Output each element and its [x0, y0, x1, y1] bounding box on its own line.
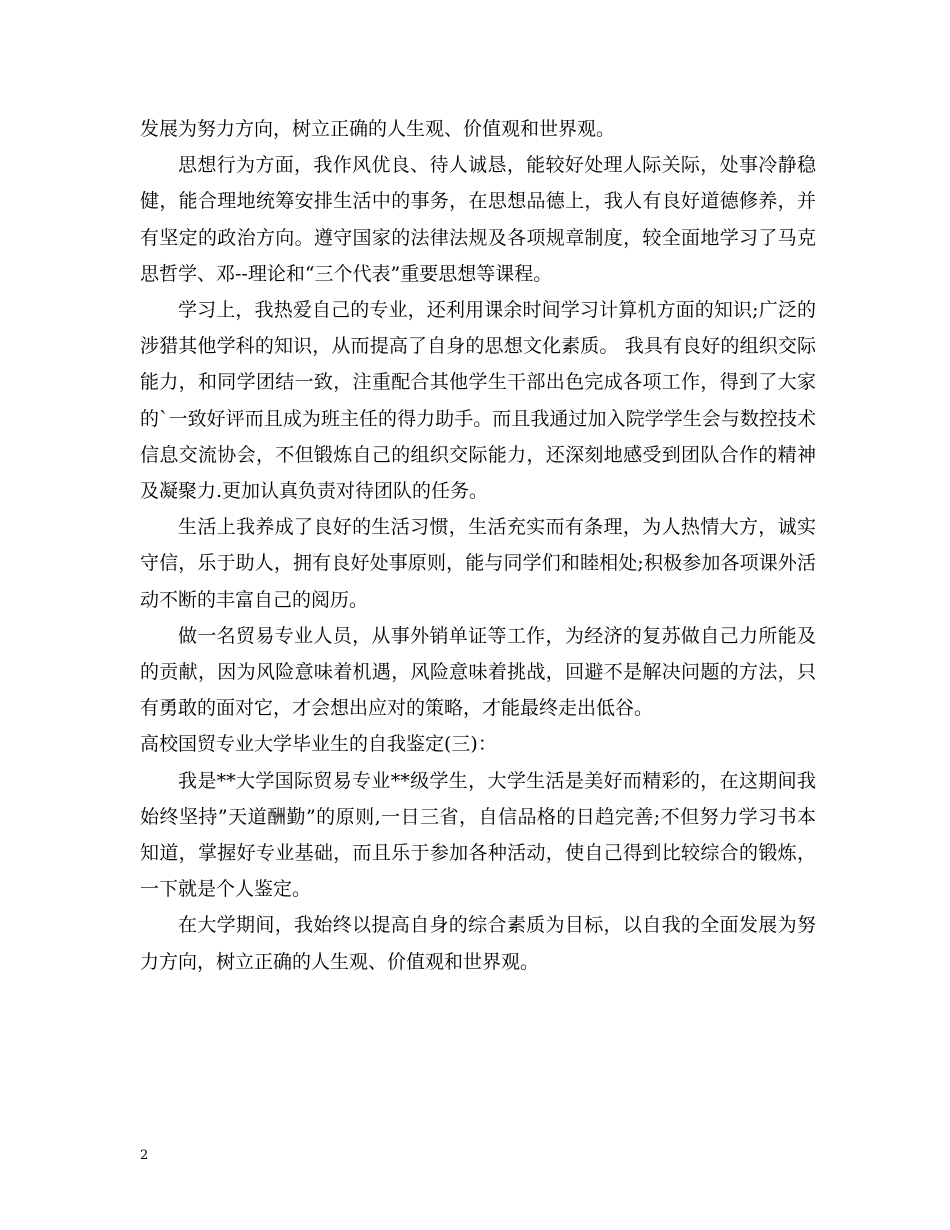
paragraph: 生活上我养成了良好的生活习惯，生活充实而有条理，为人热情大方，诚实守信，乐于助人，拥有良好处事原则，能与同学们和睦相处;积极参加各项课外活动不断的丰富自己的阅历。 — [140, 516, 816, 611]
paragraph: 发展为努力方向，树立正确的人生观、价值观和世界观。 — [140, 118, 616, 140]
page-number: 2 — [140, 1148, 149, 1163]
paragraph: 思想行为方面，我作风优良、待人诚恳，能较好处理人际关际，处事冷静稳健，能合理地统筹安排生活中的事务，在思想品德上，我人有良好道德修养，并有坚定的政治方向。遵守国家的法律法规及各项规章制度，较全面地学习了马克思哲学、邓--理论和“三个代表”重要思想等课程。 — [140, 154, 816, 285]
paragraph: 在大学期间，我始终以提高自身的综合素质为目标，以自我的全面发展为努力方向，树立正确的人生观、价值观和世界观。 — [140, 914, 816, 973]
paragraph: 我是**大学国际贸易专业**级学生，大学生活是美好而精彩的，在这期间我始终坚持”天道酬勤”的原则,一日三省，自信品格的日趋完善;不但努力学习书本知道，掌握好专业基础，而且乐于参加各种活动，使自己得到比较综合的锻炼，一下就是个人鉴定。 — [140, 769, 816, 901]
paragraph: 学习上，我热爱自己的专业，还利用课余时间学习计算机方面的知识;广泛的涉猎其他学科的知识，从而提高了自身的思想文化素质。 我具有良好的组织交际能力，和同学团结一致，注重配合其他学生干部出色完成各项工作，得到了大家的`一致好评而且成为班主任的得力助手。而且我通过加入院学学生会与数控技术信息交流协会，不但锻炼自己的组织交际能力，还深刻地感受到团队合作的精神及凝聚力.更加认真负责对待团队的任务。 — [140, 299, 816, 503]
paragraph: 做一名贸易专业人员，从事外销单证等工作，为经济的复苏做自己力所能及的贡献，因为风险意味着机遇，风险意味着挑战，回避不是解决问题的方法，只有勇敢的面对它，才会想出应对的策略，才能最终走出低谷。 — [140, 624, 816, 720]
document-body — [140, 111, 816, 980]
section-heading: 高校国贸专业大学毕业生的自我鉴定(三)： — [140, 733, 497, 756]
